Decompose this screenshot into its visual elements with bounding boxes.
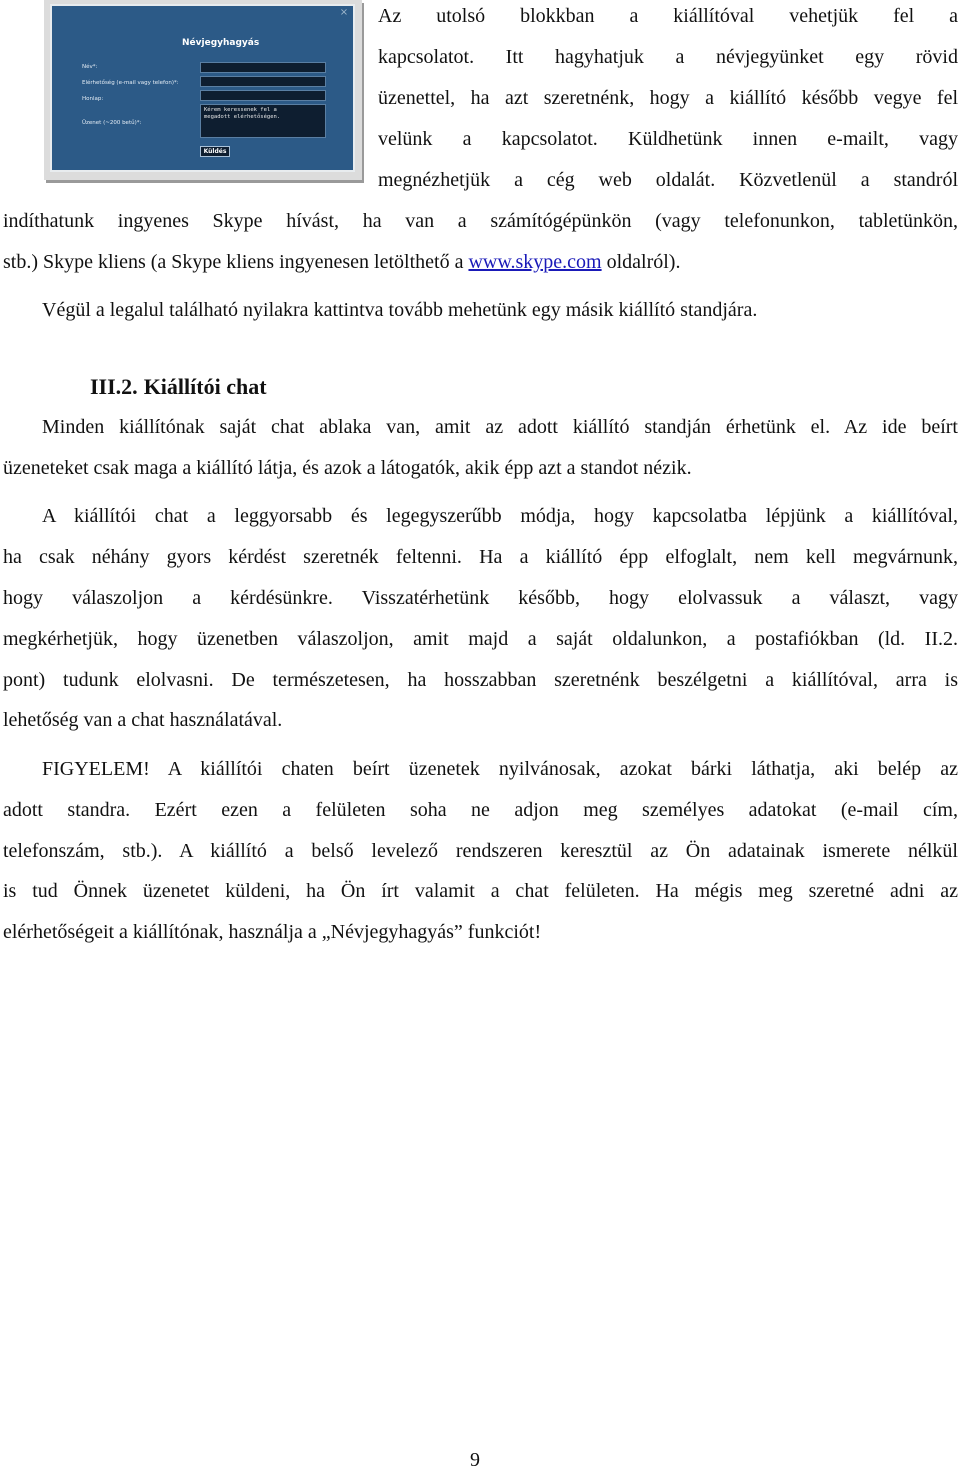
paragraph4-line-6: lehetőség van a chat használatával. <box>3 709 283 731</box>
section-heading <box>90 374 267 400</box>
paragraph5-line-4: is tud Önnek üzenetet küldeni, ha Ön írt valamit a chat felületen. Ha mégis meg szeretné adni az <box>3 880 958 902</box>
paragraph1-line-1: Az utolsó blokkban a kiállítóval vehetjük fel a <box>378 5 958 27</box>
form-title: Névjegyhagyás <box>182 38 260 48</box>
paragraph3-line-1: Minden kiállítónak saját chat ablaka van, amit az adott kiállító standján érhetünk el. Az ide beírt <box>42 416 958 438</box>
paragraph5-line-2: adott standra. Ezért ezen a felületen soha ne adjon meg személyes adatokat (e-mail cím, <box>3 799 958 821</box>
paragraph4-line-4: megkérhetjük, hogy üzenetben válaszoljon, amit majd a saját oldalunkon, a postafiókban (ld. II.2. <box>3 628 958 650</box>
form-window <box>50 4 355 172</box>
section-title: Kiállítói chat <box>143 374 267 399</box>
paragraph5-line-1: FIGYELEM! A kiállítói chaten beírt üzenetek nyilvánosak, azokat bárki láthatja, aki belép az <box>42 758 958 780</box>
paragraph5-line-5: elérhetőségeit a kiállítónak, használja a „Névjegyhagyás” funkciót! <box>3 921 542 943</box>
name-label: Név*: <box>82 64 98 70</box>
paragraph4-line-5: pont) tudunk elolvasni. De természetesen, ha hosszabban szeretnénk beszélgetni a kiállítóval, arra is <box>3 669 958 691</box>
paragraph1-line-4: velünk a kapcsolatot. Küldhetünk innen e-mailt, vagy <box>378 128 958 150</box>
paragraph5-line-3: telefonszám, stb.). A kiállító a belső levelező rendszeren keresztül az Ön adatainak ismerete nélkül <box>3 840 958 862</box>
paragraph1-last-line <box>3 250 680 274</box>
section-number: III.2. <box>90 374 138 399</box>
paragraph1-line-2: kapcsolatot. Itt hagyhatjuk a névjegyünket egy rövid <box>378 46 958 68</box>
name-field <box>200 62 326 73</box>
paragraph1-line-5: megnézhetjük a cég web oldalát. Közvetlenül a standról <box>378 169 958 191</box>
paragraph1-text-before-link: stb.) Skype kliens (a Skype kliens ingyenesen letölthető a <box>3 251 469 273</box>
homepage-label: Honlap: <box>82 96 104 102</box>
send-button: Küldés <box>200 146 230 157</box>
paragraph4-line-2: ha csak néhány gyors kérdést szeretnék feltenni. Ha a kiállító épp elfoglalt, nem kell megvárnunk, <box>3 546 958 568</box>
skype-link[interactable]: www.skype.com <box>468 251 602 273</box>
paragraph4-line-3: hogy válaszoljon a kérdésünkre. Visszatérhetünk később, hogy elolvassuk a választ, vagy <box>3 587 958 609</box>
close-icon: × <box>339 7 349 18</box>
homepage-field <box>200 90 326 101</box>
message-label: Üzenet (~200 betű)*: <box>82 120 142 126</box>
paragraph1-line-6: indíthatunk ingyenes Skype hívást, ha van a számítógépünkön (vagy telefonunkon, tabletünkön, <box>3 210 958 232</box>
contact-label: Elérhetőség (e-mail vagy telefon)*: <box>82 80 179 86</box>
business-card-form-screenshot <box>44 0 362 180</box>
message-field: Kérem keressenek fel a megadott elérhetőségen. <box>200 104 326 138</box>
paragraph1-text-after-link: oldalról). <box>601 251 681 273</box>
paragraph4-line-1: A kiállítói chat a leggyorsabb és legegyszerűbb módja, hogy kapcsolatba lépjünk a kiállítóval, <box>42 505 958 527</box>
paragraph2: Végül a legalul található nyilakra kattintva tovább mehetünk egy másik kiállító standjára. <box>42 299 758 321</box>
page-number: 9 <box>470 1449 480 1471</box>
paragraph3-line-2: üzeneteket csak maga a kiállító látja, és azok a látogatók, akik épp azt a standot nézik. <box>3 457 692 479</box>
contact-field <box>200 76 326 87</box>
paragraph1-line-3: üzenettel, ha azt szeretnénk, hogy a kiállító később vegye fel <box>378 87 958 109</box>
